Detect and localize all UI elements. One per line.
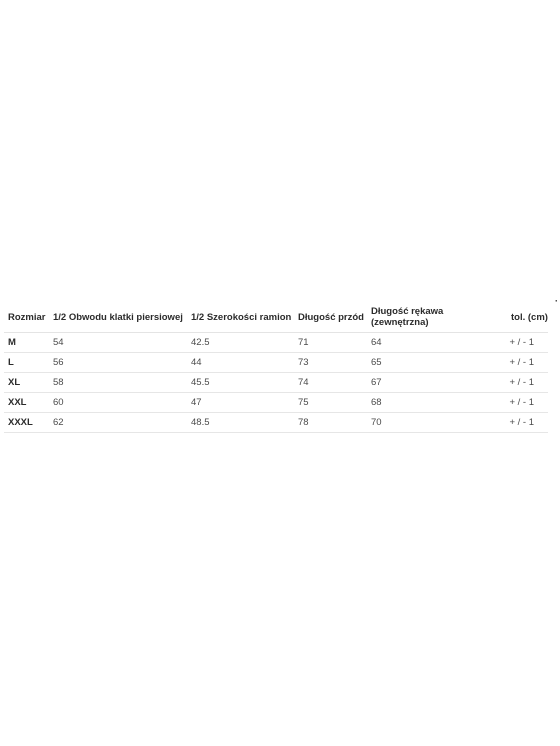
table-row — [4, 333, 548, 353]
table-row — [4, 393, 548, 413]
cell-tolerance: + / - 1 — [497, 353, 548, 373]
cell-sleeve: 65 — [367, 353, 497, 373]
cell-size: L — [4, 353, 49, 373]
cell-tolerance: + / - 1 — [497, 413, 548, 433]
cell-size: XXL — [4, 393, 49, 413]
cell-size: M — [4, 333, 49, 353]
table-row — [4, 353, 548, 373]
cell-chest: 56 — [49, 353, 187, 373]
cell-tolerance: + / - 1 — [497, 393, 548, 413]
cell-size: XXXL — [4, 413, 49, 433]
cell-sleeve: 68 — [367, 393, 497, 413]
cell-tolerance: + / - 1 — [497, 333, 548, 353]
cell-chest: 62 — [49, 413, 187, 433]
cell-tolerance: + / - 1 — [497, 373, 548, 393]
table-row — [4, 413, 548, 433]
cell-length: 75 — [294, 393, 367, 413]
cell-sleeve: 70 — [367, 413, 497, 433]
cell-chest: 60 — [49, 393, 187, 413]
header-size: Rozmiar — [4, 303, 49, 333]
header-tolerance: tol. (cm) — [497, 303, 548, 333]
header-length: Długość przód — [294, 303, 367, 333]
cell-shoulders: 47 — [187, 393, 294, 413]
cell-length: 71 — [294, 333, 367, 353]
cell-length: 73 — [294, 353, 367, 373]
cell-length: 74 — [294, 373, 367, 393]
cell-length: 78 — [294, 413, 367, 433]
header-chest: 1/2 Obwodu klatki piersiowej — [49, 303, 187, 333]
table-header-row — [4, 303, 548, 333]
header-sleeve: Długość rękawa (zewnętrzna) — [367, 303, 497, 333]
cell-shoulders: 48.5 — [187, 413, 294, 433]
cell-shoulders: 44 — [187, 353, 294, 373]
cell-sleeve: 64 — [367, 333, 497, 353]
cell-chest: 58 — [49, 373, 187, 393]
corner-mark: · — [555, 296, 558, 306]
table-row — [4, 373, 548, 393]
size-chart-table — [4, 303, 548, 433]
cell-chest: 54 — [49, 333, 187, 353]
cell-shoulders: 45.5 — [187, 373, 294, 393]
cell-size: XL — [4, 373, 49, 393]
cell-sleeve: 67 — [367, 373, 497, 393]
cell-shoulders: 42.5 — [187, 333, 294, 353]
header-shoulders: 1/2 Szerokości ramion — [187, 303, 294, 333]
